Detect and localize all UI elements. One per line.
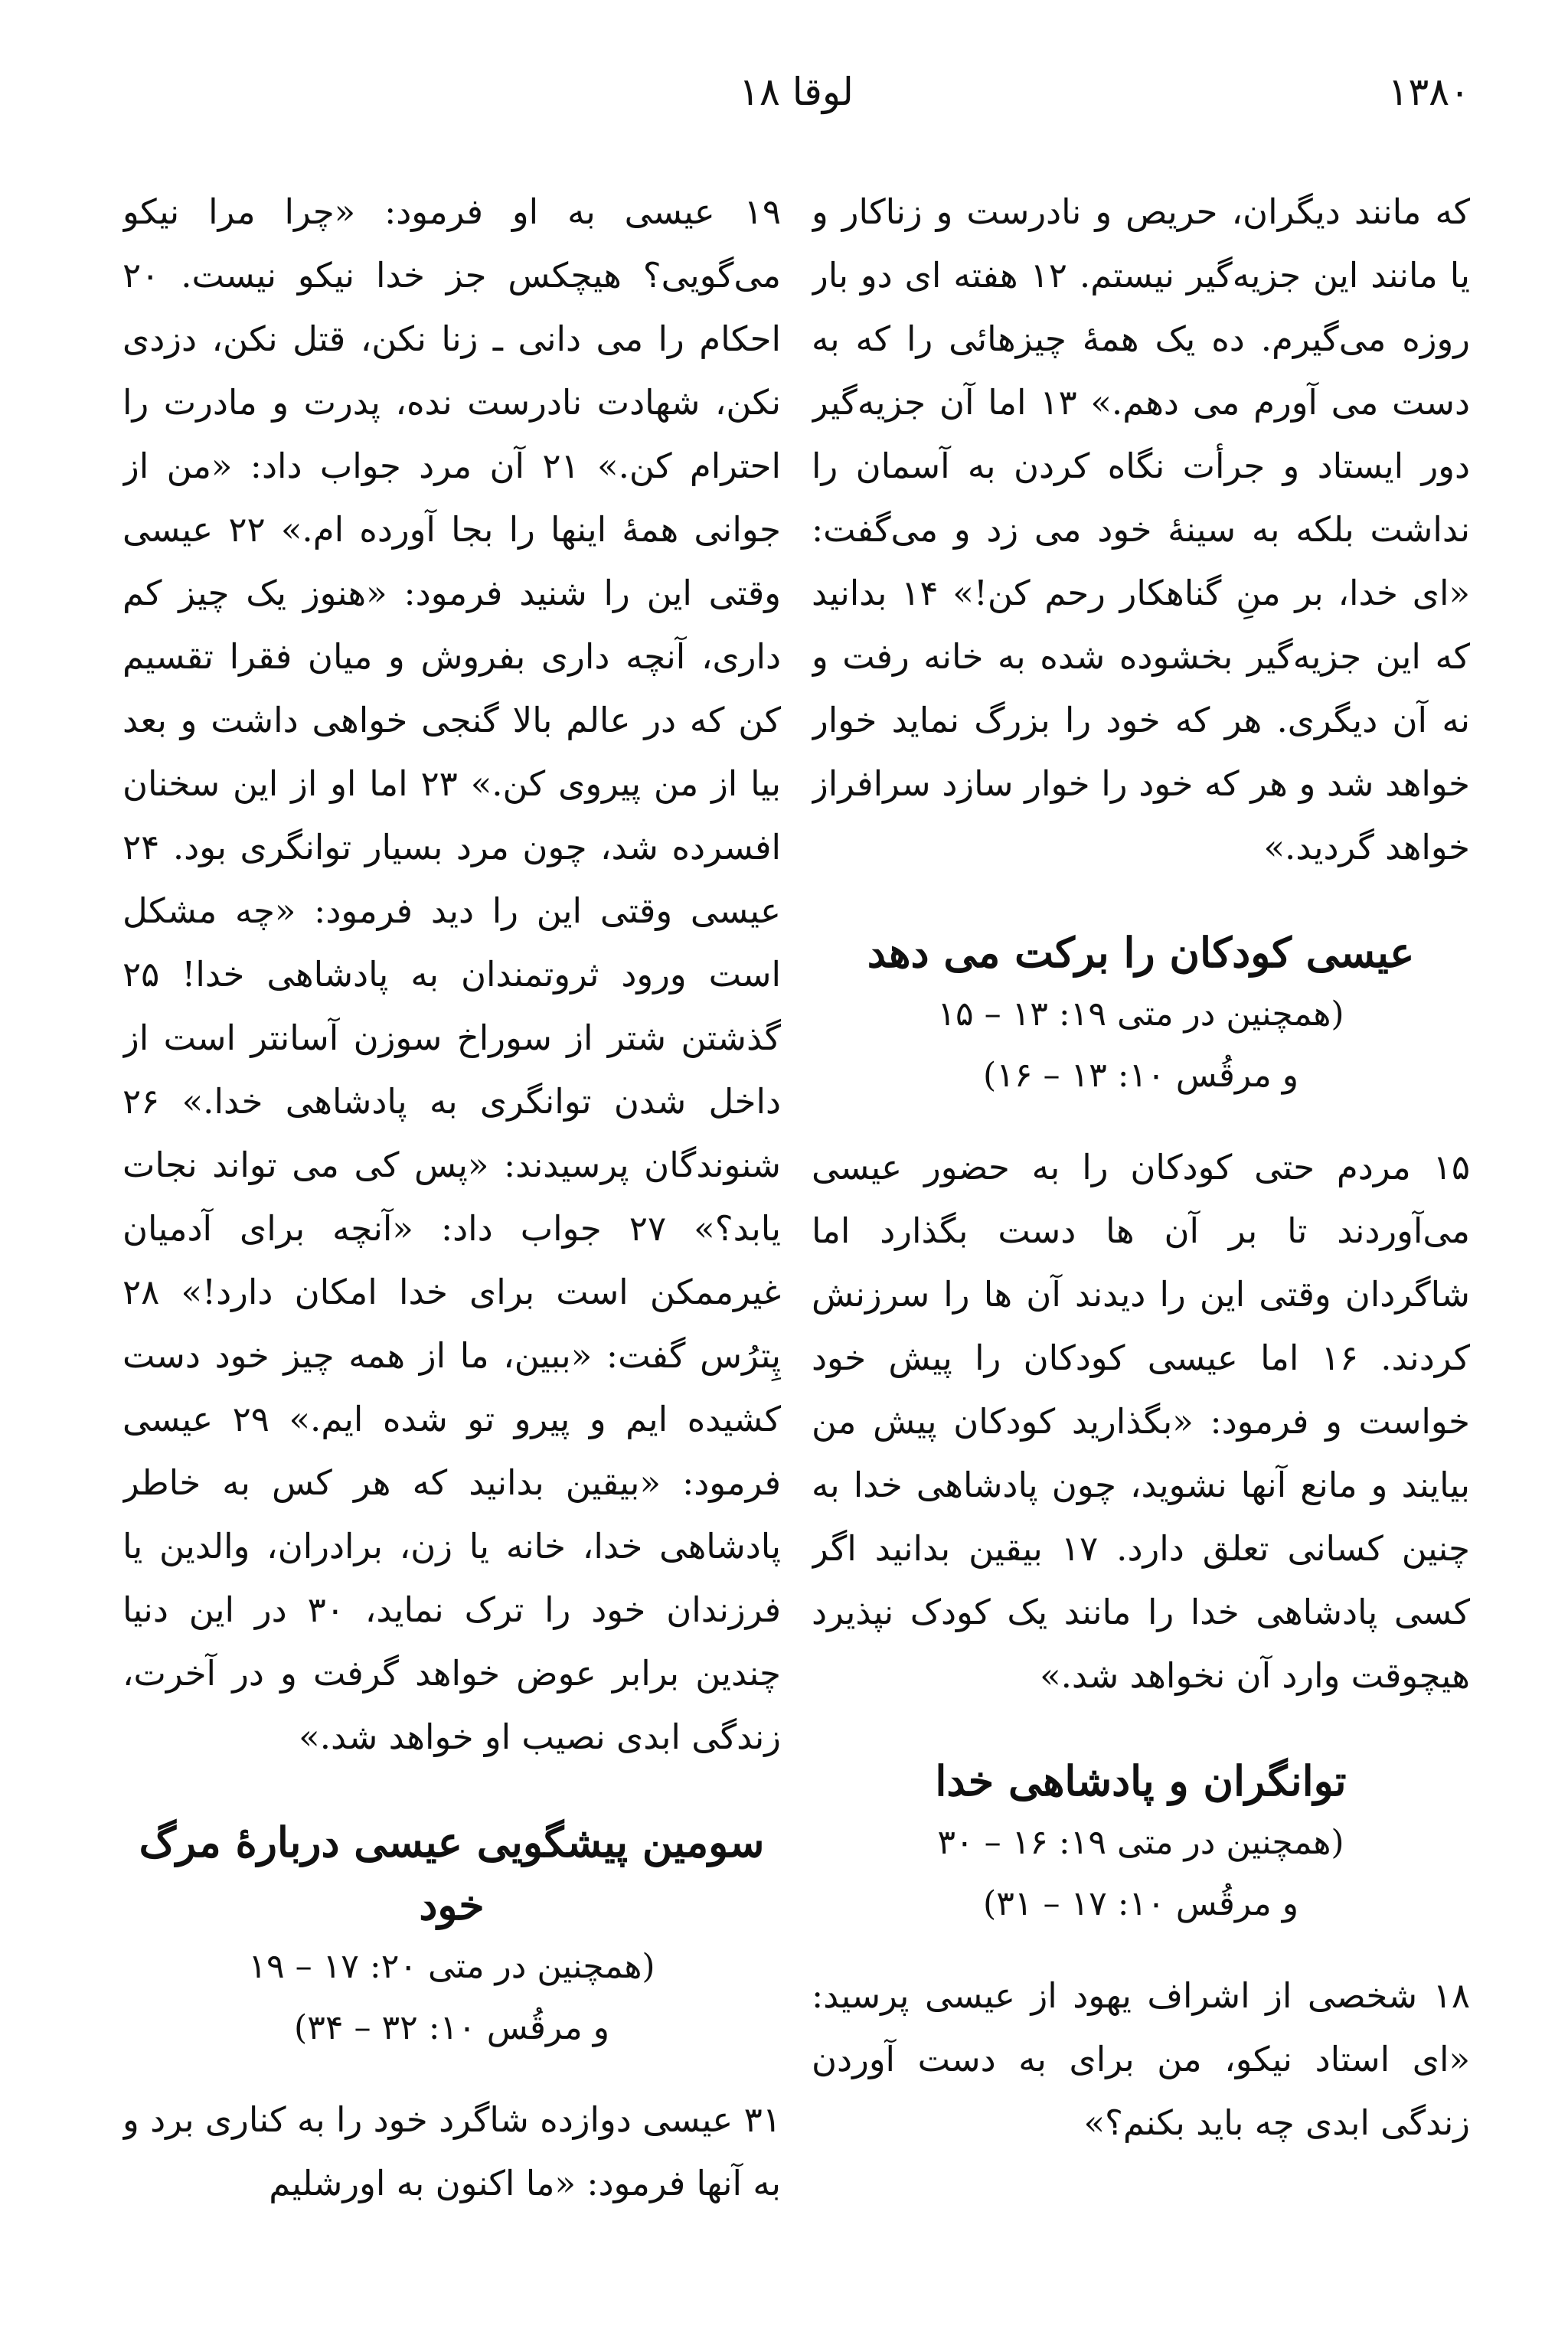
verse-paragraph: ۳۱ عیسی دوازده شاگرد خود را به کناری برد و به آنها فرمود: «ما اکنون به اورشلیم <box>122 2099 781 2203</box>
verse-paragraph: ۱۸ شخصی از اشراف یهود از عیسی پرسید: «ای استاد نیکو، من برای به دست آوردن زندگی ابدی چه باید بکنم؟» <box>812 1975 1470 2143</box>
verse-paragraph: ۱۵ مردم حتی کودکان را به حضور عیسی می‌آوردند تا بر آن ها دست بگذارد اما شاگردان وقتی این را دیدند آن ها را سرزنش کردند. ۱۶ اما عیسی کودکان را پیش خود خواست و فرمود: «بگذارید کودکان پیش من بیایند و مانع آنها نشوید، چون پادشاهی خدا به چنین کسانی تعلق دارد. ۱۷ بیقین بدانید اگر کسی پادشاهی خدا را مانند یک کودک نپذیرد هیچوقت وارد آن نخواهد شد.» <box>812 1147 1470 1696</box>
cross-reference: (همچنین در متی ۱۹: ۱۶ – ۳۰ <box>937 1823 1344 1862</box>
section-heading: عیسی کودکان را برکت می دهد <box>867 928 1415 977</box>
verse-paragraph: ۱۹ عیسی به او فرمود: «چرا مرا نیکو می‌گویی؟ هیچکس جز خدا نیکو نیست. ۲۰ احکام را می دانی ـ زنا نکن، قتل نکن، دزدی نکن، شهادت نادرست نده، پدرت و مادرت را احترام کن.» ۲۱ آن مرد جواب داد: «من از جوانی همهٔ اینها را بجا آورده ام.» ۲۲ عیسی وقتی این را شنید فرمود: «هنوز یک چیز کم داری، آنچه داری بفروش و میان فقرا تقسیم کن که در عالم بالا گنجی خواهی داشت و بعد بیا از من پیروی کن.» ۲۳ اما او از این سخنان افسرده شد، چون مرد بسیار توانگری بود. ۲۴ عیسی وقتی این را دید فرمود: «چه مشکل است ورود ثروتمندان به پادشاهی خدا! ۲۵ گذشتن شتر از سوراخ سوزن آسانتر است از داخل شدن توانگری به پادشاهی خدا.» ۲۶ شنوندگان پرسیدند: «پس کی می تواند نجات یابد؟» ۲۷ جواب داد: «آنچه برای آدمیان غیرممکن است برای خدا امکان دارد!» ۲۸ پِترُس گفت: «ببین، ما از همه چیز خود دست کشیده ایم و پیرو تو شده ایم.» ۲۹ عیسی فرمود: «بیقین بدانید که هر کس به خاطر پادشاهی خدا، خانه یا زن، برادران، والدین یا فرزندان خود را ترک نماید، ۳۰ در این دنیا چندین برابر عوض خواهد گرفت و در آخرت، زندگی ابدی نصیب او خواهد شد.» <box>122 191 781 1757</box>
chapter-title: لوقا ۱۸ <box>739 70 854 114</box>
cross-reference: (همچنین در متی ۱۹: ۱۳ – ۱۵ <box>937 995 1344 1034</box>
verse-paragraph: که مانند دیگران، حریص و نادرست و زناکار و یا مانند این جزیه‌گیر نیستم. ۱۲ هفته ای دو بار روزه می‌گیرم. ده یک همهٔ چیزهائی را که به دست می آورم می دهم.» ۱۳ اما آن جزیه‌گیر دور ایستاد و جرأت نگاه کردن به آسمان را نداشت بلکه به سینهٔ خود می زد و می‌گفت: «ای خدا، بر منِ گناهکار رحم کن!» ۱۴ بدانید که این جزیه‌گیر بخشوده شده به خانه رفت و نه آن دیگری. هر که خود را بزرگ نماید خوار خواهد شد و هر که خود را خوار سازد سرافراز خواهد گردید.» <box>812 191 1470 867</box>
section-heading: سومین پیشگویی عیسی دربارهٔ مرگ خود <box>139 1818 765 1929</box>
running-head <box>122 61 1470 122</box>
right-column <box>812 180 1470 2324</box>
page-number: ۱۳۸۰ <box>1387 70 1470 114</box>
left-column <box>122 180 781 2324</box>
cross-reference: و مرقُس ۱۰: ۳۲ – ۳۴) <box>294 2008 609 2047</box>
section-heading: توانگران و پادشاهی خدا <box>935 1756 1347 1805</box>
section-header <box>812 1749 1470 1935</box>
cross-reference: و مرقُس ۱۰: ۱۳ – ۱۶) <box>983 1056 1298 1095</box>
section-header <box>122 1811 781 2059</box>
cross-reference: و مرقُس ۱۰: ۱۷ – ۳۱) <box>983 1884 1298 1923</box>
cross-reference: (همچنین در متی ۲۰: ۱۷ – ۱۹ <box>248 1947 655 1986</box>
section-header <box>812 921 1470 1106</box>
